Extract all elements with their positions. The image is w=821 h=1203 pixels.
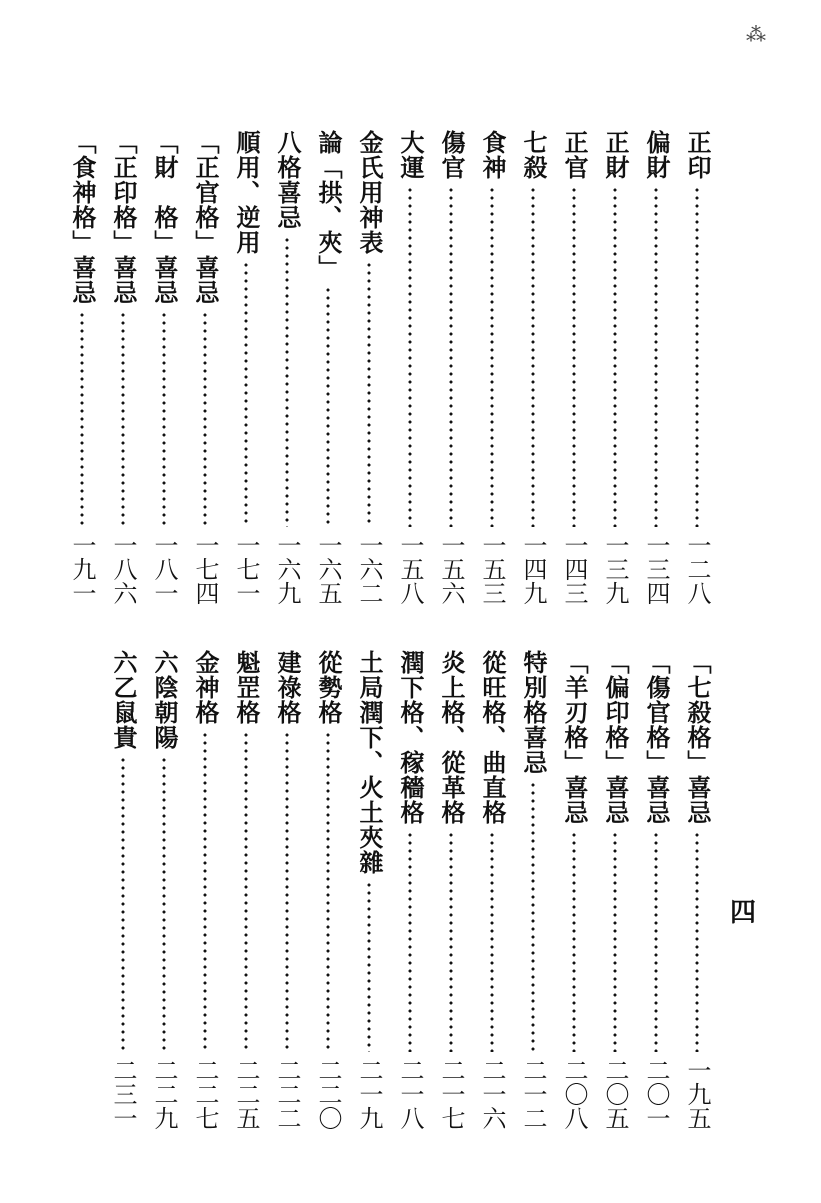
toc-entry-title: 建祿格	[273, 650, 302, 725]
leader-dots	[285, 731, 289, 1052]
toc-entry	[229, 130, 263, 605]
toc-entry-page-number: 一七一	[232, 533, 260, 605]
toc-entry	[147, 130, 181, 605]
toc-entry-page-number: 二二二	[273, 1058, 301, 1130]
toc-entry	[311, 650, 345, 1130]
toc-entry-title: 食神	[478, 130, 507, 180]
toc-entry	[352, 650, 386, 1130]
leader-dots	[613, 186, 617, 527]
page-folio: 四	[730, 898, 757, 928]
leader-dots	[285, 236, 289, 527]
toc-entry-page-number: 二一七	[437, 1058, 465, 1130]
leader-dots	[654, 831, 658, 1052]
toc-entry	[680, 650, 714, 1130]
leader-dots	[80, 311, 84, 527]
toc-entry-page-number: 一六五	[314, 533, 342, 605]
toc-entry-page-number: 二三一	[109, 1058, 137, 1130]
toc-entry	[106, 130, 140, 605]
toc-entry-title: 正官	[560, 130, 589, 180]
toc-entry-title: 「正印格」喜忌	[109, 130, 138, 305]
toc-entry-page-number: 一四九	[519, 533, 547, 605]
toc-entry-page-number: 一四三	[560, 533, 588, 605]
corner-ornament: ⁂	[746, 22, 766, 46]
toc-entry	[598, 130, 632, 605]
toc-entry	[188, 650, 222, 1130]
toc-entry-page-number: 二一六	[478, 1058, 506, 1130]
toc-entry-title: 土局潤下、火土夾雜	[355, 650, 384, 875]
toc-entry-title: 特別格喜忌	[519, 650, 548, 775]
toc-entry-title: 魁罡格	[232, 650, 261, 725]
toc-entry-title: 從旺格、曲直格	[478, 650, 507, 825]
toc-entry-page-number: 二〇一	[642, 1058, 670, 1130]
toc-entry-title: 六乙鼠貴	[109, 650, 138, 750]
toc-entry	[475, 130, 509, 605]
toc-entry-page-number: 一九五	[683, 1058, 711, 1130]
toc-entry-title: 七殺	[519, 130, 548, 180]
leader-dots	[572, 186, 576, 527]
toc-entry-page-number: 一五八	[396, 533, 424, 605]
toc-entry-title: 正印	[683, 130, 712, 180]
toc-entry	[434, 650, 468, 1130]
toc-entry-title: 「傷官格」喜忌	[642, 650, 671, 825]
toc-entry-title: 「七殺格」喜忌	[683, 650, 712, 825]
toc-entry-title: 六陰朝陽	[150, 650, 179, 750]
toc-entry-title: 「食神格」喜忌	[68, 130, 97, 305]
toc-entry-title: 炎上格、從革格	[437, 650, 466, 825]
leader-dots	[121, 756, 125, 1052]
leader-dots	[408, 186, 412, 527]
leader-dots	[326, 286, 330, 527]
leader-dots	[531, 186, 535, 527]
leader-dots	[490, 186, 494, 527]
toc-entry-title: 「偏印格」喜忌	[601, 650, 630, 825]
leader-dots	[121, 311, 125, 527]
toc-entry-title: 金氏用神表	[355, 130, 384, 255]
toc-entry-title: 「財 格」喜忌	[150, 130, 179, 305]
toc-entry-title: 傷官	[437, 130, 466, 180]
toc-entry-page-number: 一五三	[478, 533, 506, 605]
toc-entry	[352, 130, 386, 605]
toc-entry-page-number: 一八一	[150, 533, 178, 605]
toc-entry	[516, 650, 550, 1130]
toc-entry	[229, 650, 263, 1130]
toc-entry-title: 順用、逆用	[232, 130, 261, 255]
toc-entry-page-number: 二〇五	[601, 1058, 629, 1130]
toc-entry	[270, 650, 304, 1130]
toc-entry-title: 正財	[601, 130, 630, 180]
toc-entry	[639, 130, 673, 605]
toc-entry-page-number: 一五六	[437, 533, 465, 605]
toc-entry-page-number: 一三九	[601, 533, 629, 605]
toc-entry	[516, 130, 550, 605]
toc-entry-page-number: 一六二	[355, 533, 383, 605]
leader-dots	[695, 831, 699, 1052]
toc-entry-title: 從勢格	[314, 650, 343, 725]
toc-entry-page-number: 一六九	[273, 533, 301, 605]
leader-dots	[203, 311, 207, 527]
leader-dots	[244, 731, 248, 1052]
toc-entry-title: 偏財	[642, 130, 671, 180]
toc-entry-title: 潤下格、稼穡格	[396, 650, 425, 825]
leader-dots	[490, 831, 494, 1052]
toc-entry-page-number: 二二九	[150, 1058, 178, 1130]
toc-entry-page-number: 一三四	[642, 533, 670, 605]
toc-entry	[106, 650, 140, 1130]
toc-entry	[557, 130, 591, 605]
toc-entry	[557, 650, 591, 1130]
toc-entry-page-number: 一七四	[191, 533, 219, 605]
toc-entry-page-number: 二一二	[519, 1058, 547, 1130]
leader-dots	[613, 831, 617, 1052]
toc-entry	[65, 130, 99, 605]
leader-dots	[654, 186, 658, 527]
toc-entry-title: 「正官格」喜忌	[191, 130, 220, 305]
toc-entry-page-number: 一九一	[68, 533, 96, 605]
leader-dots	[367, 261, 371, 527]
leader-dots	[326, 731, 330, 1052]
leader-dots	[162, 311, 166, 527]
leader-dots	[449, 831, 453, 1052]
leader-dots	[408, 831, 412, 1052]
toc-entry	[270, 130, 304, 605]
toc-entry-page-number: 一八六	[109, 533, 137, 605]
toc-entry-page-number: 二〇八	[560, 1058, 588, 1130]
toc-entry	[434, 130, 468, 605]
toc-entry-title: 八格喜忌	[273, 130, 302, 230]
leader-dots	[244, 261, 248, 527]
leader-dots	[367, 881, 371, 1052]
leader-dots	[695, 186, 699, 527]
toc-entry	[393, 650, 427, 1130]
toc-entry-title: 「羊刃格」喜忌	[560, 650, 589, 825]
toc-entry-page-number: 二一八	[396, 1058, 424, 1130]
leader-dots	[531, 781, 535, 1052]
toc-entry	[188, 130, 222, 605]
toc-entry-title: 金神格	[191, 650, 220, 725]
toc-entry	[475, 650, 509, 1130]
toc-entry-page-number: 二二五	[232, 1058, 260, 1130]
toc-entry	[680, 130, 714, 605]
toc-entry	[147, 650, 181, 1130]
leader-dots	[449, 186, 453, 527]
leader-dots	[572, 831, 576, 1052]
toc-entry	[393, 130, 427, 605]
toc-entry-page-number: 二二〇	[314, 1058, 342, 1130]
toc-entry-page-number: 二二七	[191, 1058, 219, 1130]
toc-entry-page-number: 一二八	[683, 533, 711, 605]
leader-dots	[203, 731, 207, 1052]
toc-entry-page-number: 二一九	[355, 1058, 383, 1130]
toc-entry-title: 大運	[396, 130, 425, 180]
toc-entry-title: 論「拱、夾」	[314, 130, 343, 280]
toc-entry	[311, 130, 345, 605]
toc-entry	[639, 650, 673, 1130]
leader-dots	[162, 756, 166, 1052]
toc-entry	[598, 650, 632, 1130]
